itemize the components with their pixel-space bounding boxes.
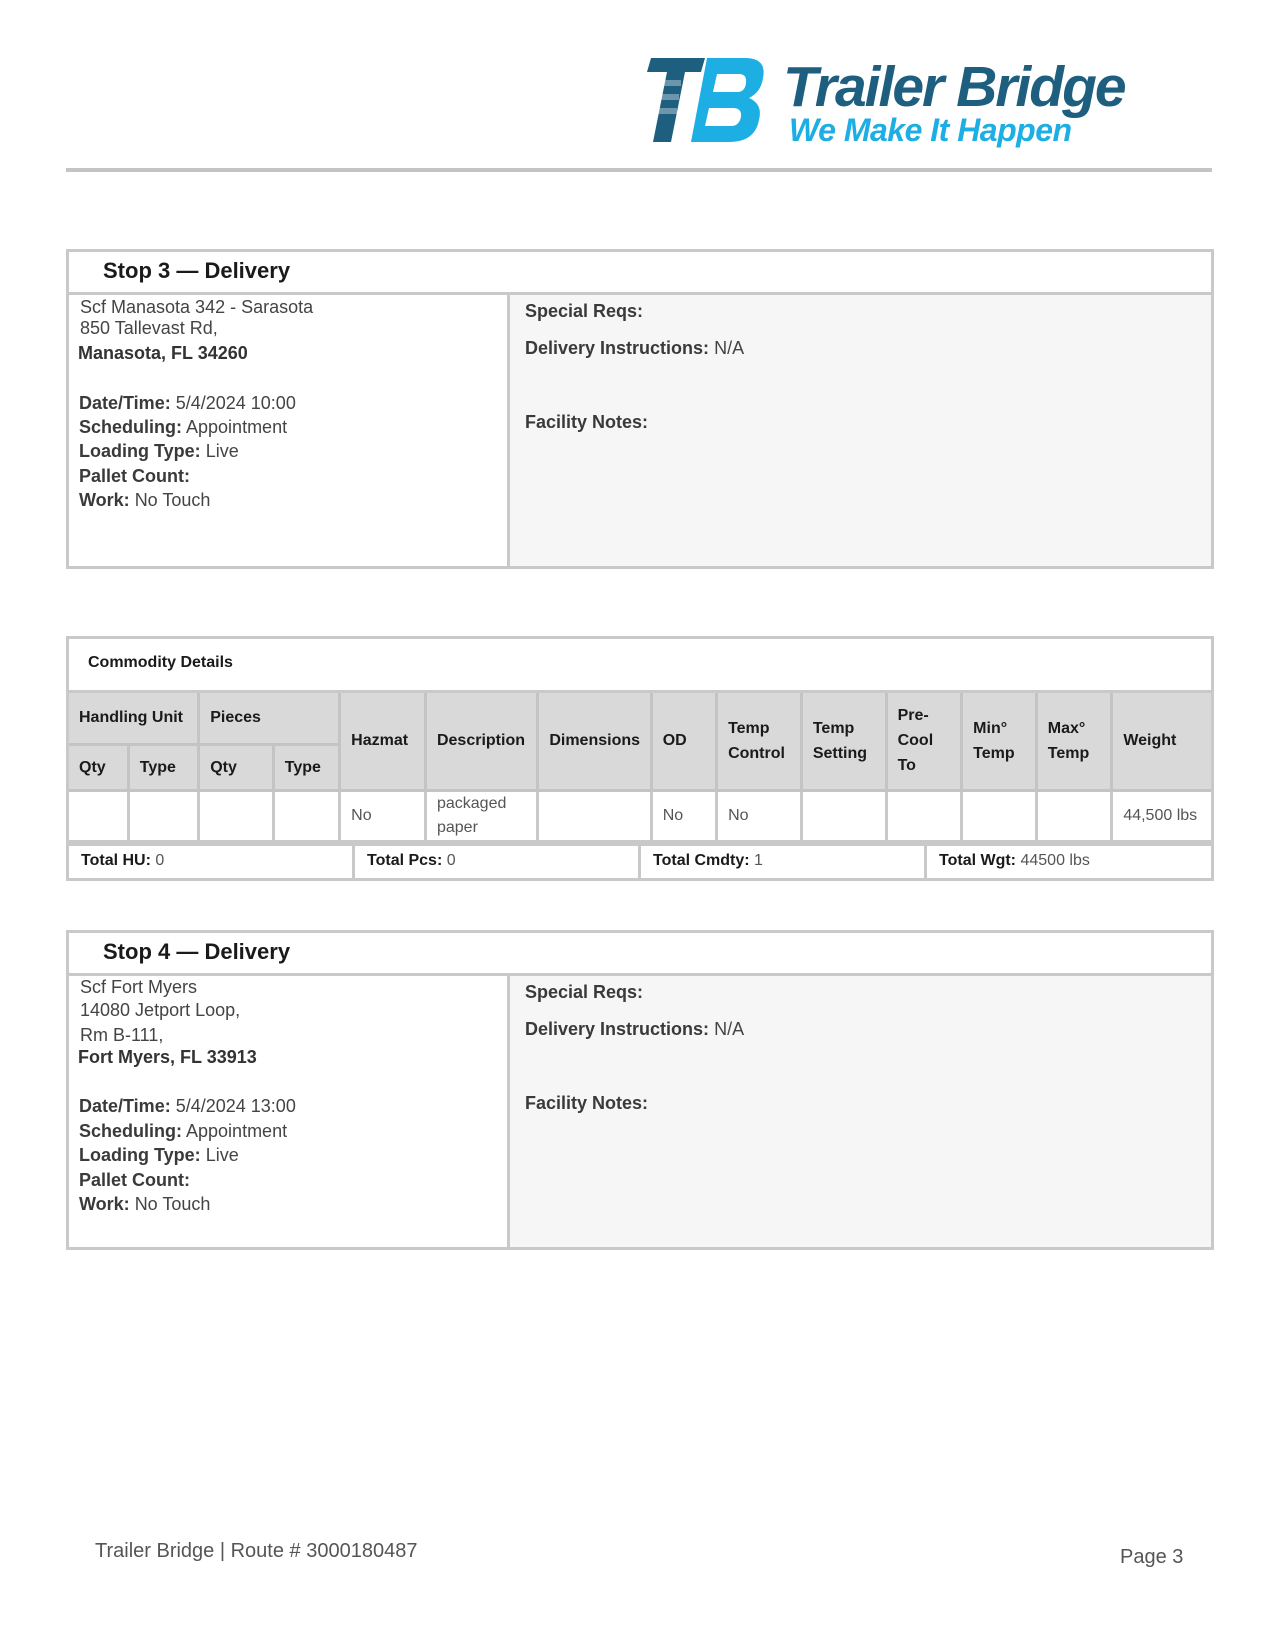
- pallet-count-row: Pallet Count:: [79, 466, 190, 486]
- brand-name: Trailer Bridge: [783, 55, 1125, 119]
- cell-max-temp: [1036, 790, 1112, 841]
- loading-type-row: Loading Type: Live: [79, 1145, 239, 1165]
- footer-page-number: Page 3: [1120, 1546, 1184, 1568]
- commodity-totals: [69, 843, 1211, 878]
- cell-min-temp: [962, 790, 1037, 841]
- col-min-temp: Min° Temp: [962, 693, 1037, 790]
- commodity-table: [69, 693, 1211, 843]
- stop-address-panel: [69, 295, 510, 566]
- cell-dimensions: [538, 790, 651, 841]
- city-state-zip: Manasota, FL 34260: [78, 343, 248, 363]
- loading-type-row: Loading Type: Live: [79, 441, 239, 461]
- col-pieces: Pieces: [199, 693, 340, 744]
- total-hu: Total HU: 0: [81, 851, 165, 869]
- stop-instructions-panel: [510, 976, 1211, 1247]
- col-temp-control: Temp Control: [717, 693, 802, 790]
- total-wgt: Total Wgt: 44500 lbs: [939, 851, 1090, 869]
- cell-pcs-type: [273, 790, 339, 841]
- delivery-instructions: Delivery Instructions: N/A: [525, 1019, 745, 1039]
- address-line: Rm B-111,: [80, 1025, 164, 1045]
- col-handling-unit: Handling Unit: [69, 693, 199, 744]
- special-reqs: Special Reqs:: [525, 982, 644, 1002]
- facility-name: Scf Manasota 342 - Sarasota: [80, 297, 314, 317]
- col-dimensions: Dimensions: [538, 693, 651, 790]
- cell-pcs-qty: [199, 790, 274, 841]
- city-state-zip: Fort Myers, FL 33913: [78, 1047, 257, 1067]
- col-pcs-type: Type: [273, 744, 339, 790]
- stop-instructions-panel: [510, 295, 1211, 566]
- address-line: 14080 Jetport Loop,: [80, 1000, 241, 1020]
- stop-title: Stop 4 — Delivery: [103, 939, 291, 964]
- table-row: [69, 790, 1211, 841]
- stop-header: [69, 933, 1211, 976]
- col-temp-setting: Temp Setting: [801, 693, 886, 790]
- work-row: Work: No Touch: [79, 1194, 211, 1214]
- commodity-details-card: [66, 636, 1214, 881]
- address-line: 850 Tallevast Rd,: [80, 318, 218, 338]
- cell-weight: 44,500 lbs: [1112, 790, 1211, 841]
- cell-hu-qty: [69, 790, 128, 841]
- total-cmdty: Total Cmdty: 1: [653, 851, 763, 869]
- col-hu-qty: Qty: [69, 744, 128, 790]
- col-description: Description: [425, 693, 537, 790]
- col-hazmat: Hazmat: [340, 693, 426, 790]
- footer-route: Trailer Bridge | Route # 3000180487: [95, 1540, 418, 1562]
- cell-description: packaged paper: [425, 790, 537, 841]
- special-reqs: Special Reqs:: [525, 301, 644, 321]
- tb-logo-mark-icon: [643, 58, 768, 142]
- col-od: OD: [651, 693, 716, 790]
- header-divider: [66, 168, 1212, 172]
- cell-hu-type: [128, 790, 198, 841]
- stop-header: [69, 252, 1211, 295]
- facility-notes: Facility Notes:: [525, 1093, 649, 1113]
- cell-hazmat: No: [340, 790, 426, 841]
- facility-notes: Facility Notes:: [525, 412, 649, 432]
- col-pcs-qty: Qty: [199, 744, 274, 790]
- delivery-instructions: Delivery Instructions: N/A: [525, 338, 745, 358]
- trailer-bridge-logo: [643, 56, 1203, 148]
- stop-title: Stop 3 — Delivery: [103, 258, 291, 283]
- col-weight: Weight: [1112, 693, 1211, 790]
- col-hu-type: Type: [128, 744, 198, 790]
- commodity-title: Commodity Details: [88, 654, 233, 671]
- date-time-row: Date/Time: 5/4/2024 13:00: [79, 1096, 296, 1116]
- pallet-count-row: Pallet Count:: [79, 1170, 190, 1190]
- cell-od: No: [651, 790, 716, 841]
- scheduling-row: Scheduling: Appointment: [79, 1121, 288, 1141]
- cell-pre-cool: [886, 790, 962, 841]
- stop-address-panel: [69, 976, 510, 1247]
- col-pre-cool: Pre-Cool To: [886, 693, 962, 790]
- brand-tagline: We Make It Happen: [789, 112, 1072, 148]
- total-pcs: Total Pcs: 0: [367, 851, 456, 869]
- stop-4-card: [66, 930, 1214, 1250]
- cell-temp-setting: [801, 790, 886, 841]
- facility-name: Scf Fort Myers: [80, 977, 198, 997]
- date-time-row: Date/Time: 5/4/2024 10:00: [79, 393, 296, 413]
- scheduling-row: Scheduling: Appointment: [79, 417, 288, 437]
- cell-temp-control: No: [717, 790, 802, 841]
- stop-3-card: [66, 249, 1214, 569]
- col-max-temp: Max° Temp: [1036, 693, 1112, 790]
- work-row: Work: No Touch: [79, 490, 211, 510]
